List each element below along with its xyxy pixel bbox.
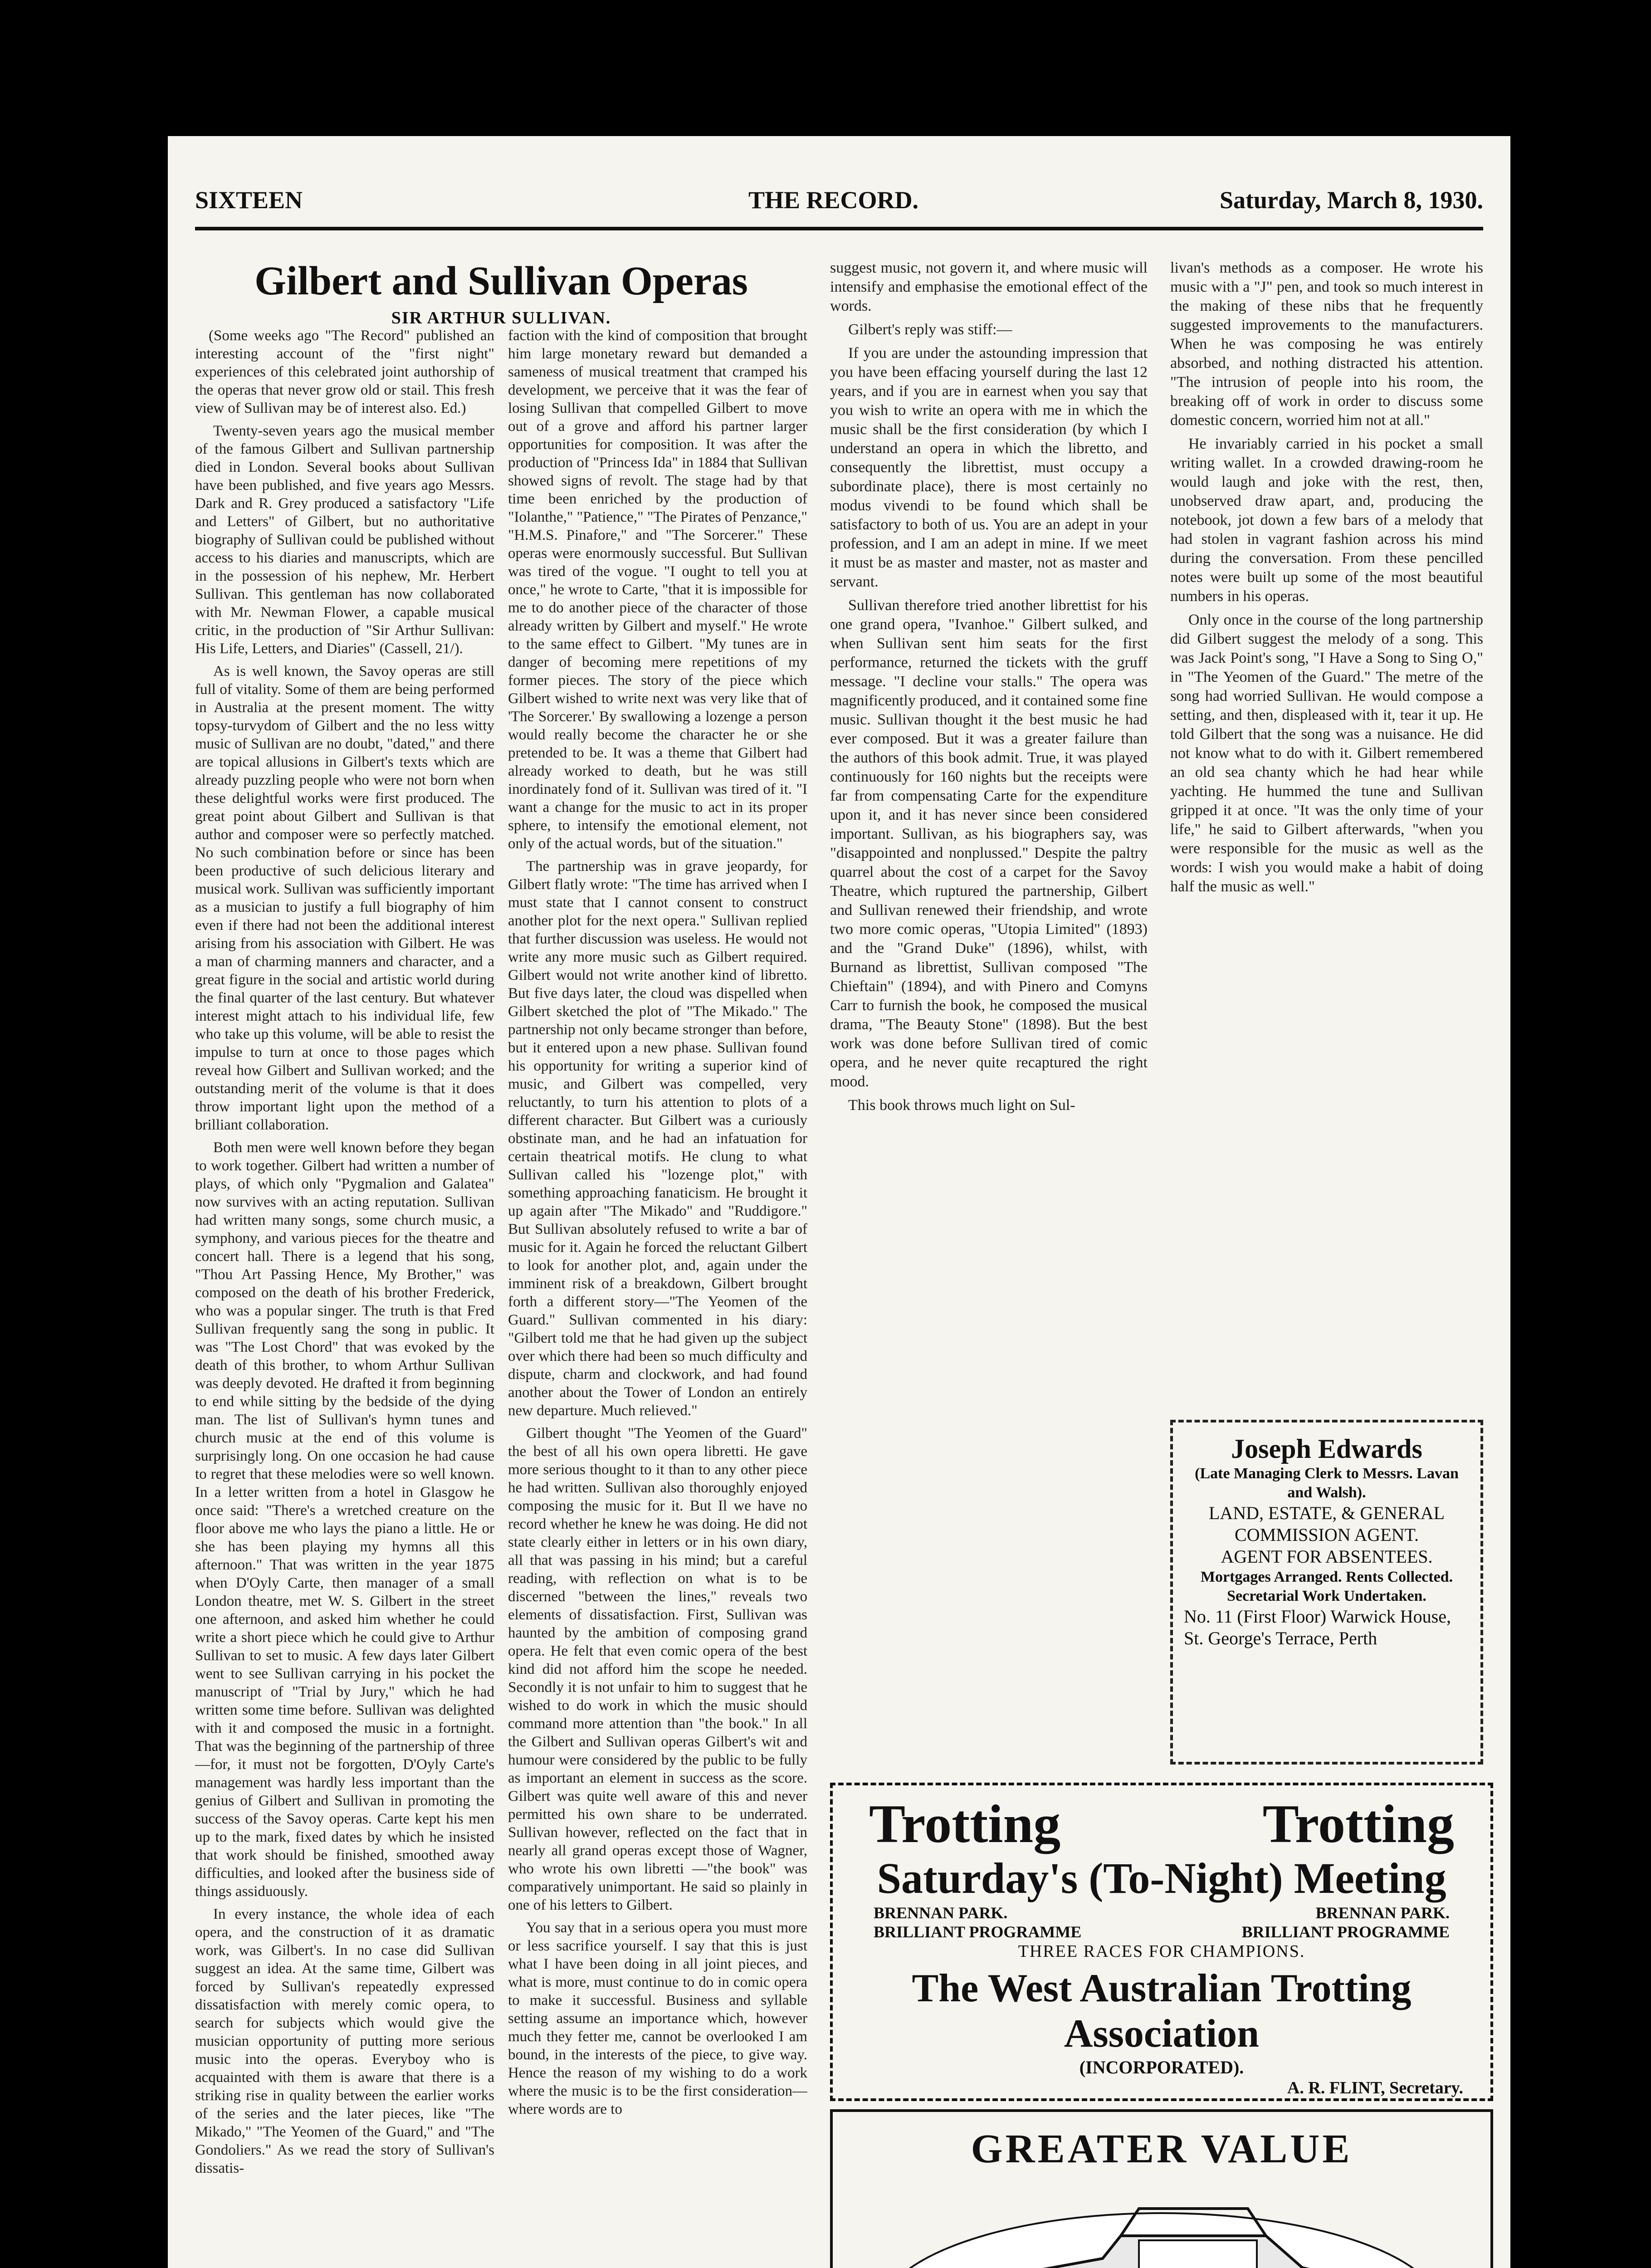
advert-line: Mortgages Arranged. Rents Collected. Secretarial Work Undertaken.: [1200, 1569, 1453, 1604]
article-paragraph: As is well known, the Savoy operas are still full of vitality. Some of them are being performed in Australia at the present moment. The witty topsy-turvydom of Gilbert and the no less witty music of Sullivan are no doubt, "dated," and there are topical allusions in Gilbert's texts which are already puzzling people who were not born when these delightful works were first produced. The great point about Gilbert and Sullivan is that author and composer were so perfectly matched. No such combination before or since has been been productive of such delicious literary and musical work. Sullivan was sufficiently important as a musician to justify a full biography of him even if there had not been the additional interest arising from his association with Gilbert. He was a man of charming manners and character, and a great figure in the social and artistic world during the final quarter of the last century. But whatever interest might attach to his individual life, few who take up this volume, will be able to resist the impulse to turn at once to those pages which reveal how Gilbert and Sullivan worked; and the outstanding merit of the volume is that it does throw important light upon the method of a brilliant collaboration.: [195, 663, 494, 1133]
programme-row: [833, 1922, 1490, 1941]
article-paragraph: Gilbert thought "The Yeomen of the Guard" the best of all his own opera libretti. He gave more serious thought to it than to any other piece he had written. Sullivan also thoroughly enjoyed composing the music for it. But Il we have no record whether he knew he was doing. He did not state clearly either in letters or in his own diary, all that was passing in his mind; but a careful reading, with reflection on what is to be discerned "between the lines," reveals two elements of dissatisfaction. First, Sullivan was haunted by the ambition of composing grand opera. He felt that even comic opera of the best kind did not afford him the scope he needed. Secondly it is not unfair to him to suggest that he wished to do work in which the music should command more attention than "the book." In all the Gilbert and Sullivan operas Gilbert's wit and humour were considered by the public to be fully as important an element in success as the score. Gilbert was quite well aware of this and never permitted his own share to be underrated. Sullivan however, reflected on the fact that in nearly all grand operas except those of Wagner, who wrote his own libretti —"the book" was comparatively unimportant. He said so plainly in one of his letters to Gilbert.: [508, 1425, 807, 1913]
programme-label: BRILLIANT PROGRAMME: [1241, 1923, 1450, 1941]
park-row: [833, 1903, 1490, 1922]
trotting-word: Trotting: [1262, 1794, 1454, 1854]
programme-label: BRILLIANT PROGRAMME: [874, 1923, 1082, 1941]
greater-value-heading: GREATER VALUE: [971, 2126, 1353, 2171]
article-paragraph: The partnership was in grave jeopardy, for Gilbert flatly wrote: "The time has arrived when I must state that I cannot consent to construct another plot for the next opera." Sullivan replied that further discussion was useless. He would not write any more music such as Gilbert required. Gilbert would not write another kind of libretto. But five days later, the cloud was dispelled when Gilbert sketched the plot of "The Mikado." The partnership not only became stronger than before, but it entered upon a new phase. Sullivan found his opportunity for writing a superior kind of music, and Gilbert was compelled, very reluctantly, to turn his attention to plots of a different character. But Gilbert was a curiously obstinate man, and he had an infatuation for certain theatrical motifs. He clung to what Sullivan called his "lozenge plot," with something approaching fanaticism. He brought it up again after "The Mikado" and "Ruddigore." But Sullivan absolutely refused to write a bar of music for it. Again he forced the reluctant Gilbert to look for another plot, and, again under the imminent risk of a breakdown, Gilbert brought forth a different story—"The Yeomen of the Guard." Sullivan commented in his diary: "Gilbert told me that he had given up the subject over which there had been so much difficulty and dispute, charm and clockwork, and had found another about the Tower of London an entirely new departure. Much relieved.": [508, 858, 807, 1419]
article-paragraph: Sullivan therefore tried another librettist for his one grand opera, "Ivanhoe." Gilbert sulked, and when Sullivan sent him seats for the first performance, returned the tickets with the gruff message. "I decline vour stalls." The opera was magnificently produced, and it contained some fine music. Sullivan thought it the best music he had ever composed. But it was a greater failure than the authors of this book admit. True, it was played continuously for 160 nights but the receipts were far from compensating Carte for the expenditure upon it, and it has never since been considered important. Sullivan, as his biographers say, was "disappointed and nonplussed." Despite the paltry quarrel about the cost of a carpet for the Savoy Theatre, which ruptured the partnership, Gilbert and Sullivan renewed their friendship, and wrote two more comic operas, "Utopia Limited" (1893) and the "Grand Duke" (1896), whilst, with Burnand as librettist, Sullivan composed "The Chieftain" (1894), and with Pinero and Comyns Carr to furnish the book, he composed the musical drama, "The Beauty Stone" (1898). But the best work was done before Sullivan tired of comic opera, and he never quite recaptured the right mood.: [830, 597, 1148, 1090]
article-paragraph: Twenty-seven years ago the musical member of the famous Gilbert and Sullivan partnership died in London. Several books about Sullivan have been published, and five years ago Messrs. Dark and R. Grey produced a satisfactory "Life and Letters" of Gilbert, but no authoritative biography of Sullivan could be published without access to his diaries and manuscripts, which are in the possession of his nephew, Mr. Herbert Sullivan. This gentleman has now collaborated with Mr. Newman Flower, a capable musical critic, in the production of "Sir Arthur Sullivan: His Life, Letters, and Diaries" (Cassell, 21/).: [195, 423, 494, 657]
page-number: SIXTEEN: [195, 186, 303, 214]
advert-address: No. 11 (First Floor) Warwick House, St. George's Terrace, Perth: [1184, 1606, 1451, 1648]
article-paragraph: suggest music, not govern it, and where music will intensify and emphasise the emotional effect of the words.: [830, 259, 1148, 314]
paper-title: THE RECORD.: [748, 186, 919, 214]
durant-rugby-advert: [830, 2109, 1493, 2268]
article-paragraph: livan's methods as a composer. He wrote his music with a "J" pen, and took so much interest in the making of these nibs that he frequently suggested improvements to the manufacturers. When he was composing he was entirely absorbed, and nothing distracted his attention. "The intrusion of people into his room, the breaking off of work in order to discuss some domestic concern, worried him not at all.": [1170, 259, 1483, 429]
article-column-1: [195, 327, 494, 2268]
incorporated-label: (INCORPORATED).: [1079, 2057, 1244, 2077]
article-paragraph: Only once in the course of the long partnership did Gilbert suggest the melody of a song. This was Jack Point's song, "I Have a Song to Sing O," in "The Yeomen of the Guard." The metre of the song had worried Sullivan. He would compose a setting, and then, displeased with it, tear it up. He told Gilbert that the song was a nuisance. He did not know what to do with it. Gilbert remembered an old sea chanty which he had hear while yachting. He hummed the tune and Sullivan gripped it at once. "It was the only time of your life," he said to Gilbert afterwards, "when you were responsible for the music as well as the words: I wish you would make a habit of doing half the music as well.": [1170, 611, 1483, 895]
car-illustration: [867, 2181, 1456, 2268]
article-paragraph: In every instance, the whole idea of each opera, and the construction of it as dramatic work, was Gilbert's. In no case did Sullivan suggest an idea. At the same time, Gilbert was forced by Sullivan's repeatedly expressed dissatisfaction with merely comic opera, to search for subjects which would give the musician opportunity of putting more serious music into the operas. Everyboy who is acquainted with them is aware that there is a striking rise in quality between the earlier works of the series and the later pieces, like "The Mikado," "The Yeomen of the Guard," and "The Gondoliers." As we read the story of Sullivan's dissatis-: [195, 1906, 494, 2176]
article-paragraph: You say that in a serious opera you must more or less sacrifice yourself. I say that this is just what I have been doing in all joint pieces, and what is more, must continue to do in comic opera to make it successful. Business and syllable setting assume an importance which, however much they fetter me, cannot be overlooked I am bound, in the interests of the piece, to give way. Hence the reason of my wishing to do a work where the music is to be the first consideration—where words are to: [508, 1920, 807, 2117]
trotting-banner: [833, 1785, 1490, 1853]
article-paragraph: This book throws much light on Sul-: [848, 1097, 1075, 1114]
park-name: BRENNAN PARK.: [874, 1904, 1008, 1922]
article-paragraph: Both men were well known before they began to work together. Gilbert had written a number of plays, of which only "Pygmalion and Galatea" now survives with an acting reputation. Sullivan had written many songs, some church music, a symphony, and various pieces for the theatre and concert hall. There is a legend that his song, "Thou Art Passing Hence, My Brother," was composed on the death of his brother Frederick, who was a popular singer. The truth is that Fred Sullivan frequently sang the song in public. It was "The Lost Chord" that was evoked by the death of this brother, to whom Arthur Sullivan was deeply devoted. He drafted it from beginning to end while sitting by the bedside of the dying man. The list of Sullivan's hymn tunes and church music at the end of this volume is surprisingly long. On one occasion he had cause to regret that these melodies were so well known. In a letter written from a hotel in Glasgow he once said: "There's a wretched creature on the floor above me who lays the piano a little. He or she has been playing my hymns all this afternoon." That was written in the year 1875 when D'Oyly Carte, then manager of a small London theatre, met W. S. Gilbert in the street one afternoon, and asked him whether he could write a short piece which he could give to Arthur Sullivan to set to music. A few days later Gilbert went to see Sullivan carrying in his pocket the manuscript of "Trial by Jury," which he had written some time before. Sullivan was delighted with it and composed the music in a fortnight. That was the beginning of the partnership of three—for, it must not be forgotten, D'Oyly Carte's management was hardly less important than the genius of Gilbert and Sullivan in promoting the success of the Savoy operas. Carte kept his men up to the mark, fixed dates by which he insisted that work should be finished, smoothed away difficulties, and looked after the business side of things assiduously.: [195, 1139, 494, 1900]
association-name: The West Australian Trotting Association: [912, 1966, 1412, 2056]
article-column-2: [508, 327, 807, 2268]
article-headline: Gilbert and Sullivan Operas: [254, 259, 748, 303]
park-name: BRENNAN PARK.: [1315, 1904, 1450, 1922]
masthead: [195, 186, 1483, 222]
masthead-rule: [195, 227, 1483, 230]
advert-line: AGENT FOR ABSENTEES.: [1221, 1546, 1433, 1567]
article-paragraph: faction with the kind of composition that brought him large monetary reward but demanded a sameness of musical treatment that cramped his development, we perceive that it was the fear of losing Sullivan that compelled Gilbert to move out of a grove and afford his partner larger opportunities for composition. It was after the production of "Princess Ida" in 1884 that Sullivan showed signs of revolt. The stage had by that time been enriched by the production of "Iolanthe," "Patience," "The Pirates of Penzance," "H.M.S. Pinafore," and "The Sorcerer." These operas were enormously successful. But Sullivan was tired of the vogue. "I ought to tell you at once," he wrote to Carte, "that it is impossible for me to do another piece of the character of those already written by Gilbert and myself." He wrote to the same effect to Gilbert. "My tunes are in danger of becoming mere repetitions of my former pieces. The story of the piece which Gilbert wished to write next was very like that of 'The Sorcerer.' By swallowing a lozenge a person would really become the character he or she pretended to be. It was a theme that Gilbert had already worked to death, but he was still inordinately fond of it. Sullivan was tired of it. "I want a change for the music to act in its proper sphere, to intensify the emotional element, not only of the actual words, but of the situation.": [508, 327, 807, 852]
article-column-3: [830, 259, 1148, 1765]
advert-line: (Late Managing Clerk to Messrs. Lavan and Walsh).: [1195, 1465, 1459, 1501]
article-subhead: SIR ARTHUR SULLIVAN.: [391, 308, 611, 327]
article-paragraph: Gilbert's reply was stiff:—: [848, 321, 1012, 338]
edwards-advert: [1170, 1420, 1483, 1765]
article-paragraph: (Some weeks ago "The Record" published an interesting account of the "first night" experiences of this celebrated joint authorship of the operas that never grow old or stail. This fresh view of Sullivan may be of interest also. Ed.): [195, 327, 494, 416]
trotting-advert: [830, 1783, 1493, 2101]
article-column-4: [1170, 259, 1483, 1411]
trotting-word: Trotting: [869, 1794, 1061, 1854]
issue-date: Saturday, March 8, 1930.: [1219, 186, 1483, 214]
newspaper-page: [168, 136, 1510, 2268]
article-heading: [195, 249, 807, 334]
advertiser-name: Joseph Edwards: [1231, 1434, 1422, 1464]
article-paragraph: He invariably carried in his pocket a small writing wallet. In a crowded drawing-room he would laugh and joke with the rest, then, unobserved draw apart, and, producing the notebook, jot down a few bars of a melody that had stolen in vagrant fashion across his mind during the conversation. From these pencilled notes were built up some of the most beautiful numbers in his operas.: [1170, 435, 1483, 605]
races-line: THREE RACES FOR CHAMPIONS.: [1018, 1942, 1305, 1961]
meeting-title: Saturday's (To-Night) Meeting: [877, 1854, 1446, 1902]
secretary-line: A. R. FLINT, Secretary.: [1287, 2078, 1463, 2097]
advert-line: LAND, ESTATE, & GENERAL COMMISSION AGENT.: [1208, 1503, 1445, 1545]
article-paragraph: If you are under the astounding impression that you have been effacing yourself during the last 12 years, and if you are in earnest when you say that you wish to write an opera with me in which the music shall be the first consideration (by which I understand an opera in which the libretto, and consequently the librettist, must occupy a subordinate place), there is most certainly no modus vivendi to be found which shall be satisfactory to both of us. You are an adept in your profession, and I am an adept in mine. If we meet it must be as master and master, not as master and servant.: [830, 345, 1148, 590]
